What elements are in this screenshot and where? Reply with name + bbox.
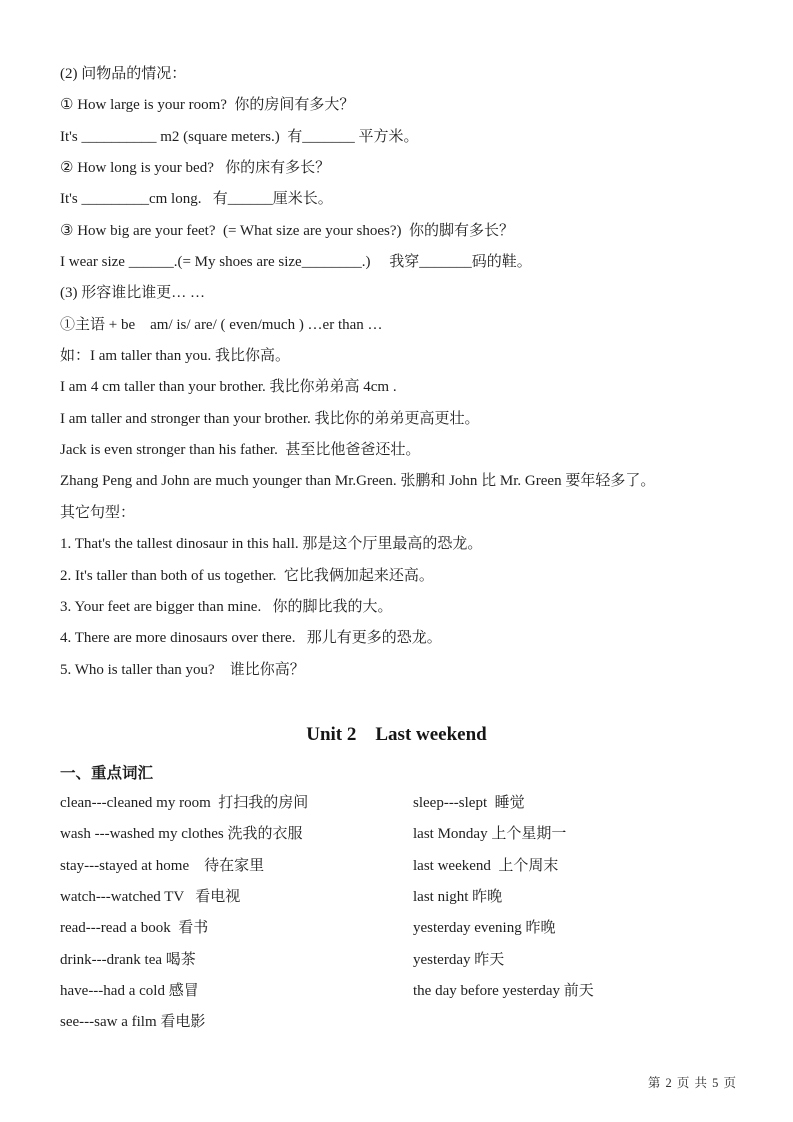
grammar-line: ② How long is your bed? 你的床有多长？	[60, 160, 331, 177]
vocab-section-heading: 一、重点词汇	[60, 765, 154, 782]
vocab-item: last Monday 上个星期一	[413, 826, 567, 843]
grammar-line: It's __________ m2 (square meters.) 有_______ 平方米。	[60, 128, 419, 145]
vocab-item: drink---drank tea 喝茶	[60, 951, 196, 968]
vocab-item: see---saw a film 看电影	[60, 1014, 206, 1031]
grammar-line: Jack is even stronger than his father. 甚至比他爸爸还壮。	[60, 442, 421, 459]
grammar-line: 5. Who is taller than you? 谁比你高？	[60, 661, 305, 678]
vocab-item: yesterday 昨天	[413, 951, 505, 968]
grammar-line: 如：I am taller than you. 我比你高。	[60, 348, 290, 365]
vocab-item: have---had a cold 感冒	[60, 983, 199, 1000]
grammar-line: 4. There are more dinosaurs over there. 那儿有更多的恐龙。	[60, 630, 442, 647]
vocab-item: watch---watched TV 看电视	[60, 889, 241, 906]
grammar-line: I wear size ______.(= My shoes are size________.) 我穿_______码的鞋。	[60, 254, 532, 271]
grammar-line: ③ How big are your feet? (= What size are your shoes?) 你的脚有多长？	[60, 222, 514, 239]
grammar-line: 2. It's taller than both of us together. 它比我俩加起来还高。	[60, 567, 434, 584]
vocab-item: wash ---washed my clothes 洗我的衣服	[60, 826, 303, 843]
vocab-item: stay---stayed at home 待在家里	[60, 857, 265, 874]
grammar-section	[60, 64, 750, 691]
vocab-item: clean---cleaned my room 打扫我的房间	[60, 795, 309, 811]
grammar-line: Zhang Peng and John are much younger than Mr.Green. 张鹏和 John 比 Mr. Green 要年轻多了。	[60, 473, 656, 490]
vocab-item: sleep---slept 睡觉	[413, 795, 525, 811]
grammar-line: (3) 形容谁比谁更… …	[60, 285, 205, 302]
vocab-item: read---read a book 看书	[60, 920, 209, 937]
grammar-line: 1. That's the tallest dinosaur in this hall. 那是这个厅里最高的恐龙。	[60, 536, 483, 553]
vocab-item: last weekend 上个周末	[413, 857, 559, 874]
grammar-line: I am 4 cm taller than your brother. 我比你弟弟高 4cm .	[60, 379, 397, 396]
grammar-line: ①主语 + be am/ is/ are/ ( even/much ) …er than …	[60, 316, 383, 333]
vocab-item: last night 昨晚	[413, 889, 503, 906]
vocab-list	[60, 793, 743, 1044]
vocab-column-right	[413, 793, 743, 1044]
grammar-line: (2) 问物品的情况：	[60, 66, 187, 82]
page-number: 第 2 页 共 5 页	[647, 1076, 737, 1090]
unit-title: Unit 2 Last weekend	[306, 724, 487, 745]
vocab-item: yesterday evening 昨晚	[413, 920, 556, 937]
grammar-line: ① How large is your room? 你的房间有多大？	[60, 97, 355, 114]
vocab-item: the day before yesterday 前天	[413, 983, 594, 1000]
grammar-line: I am taller and stronger than your brother. 我比你的弟弟更高更壮。	[60, 410, 480, 427]
grammar-line: 3. Your feet are bigger than mine. 你的脚比我的大。	[60, 598, 393, 615]
grammar-line: 其它句型：	[60, 504, 136, 521]
vocab-column-left	[60, 793, 413, 1044]
grammar-line: It's _________cm long. 有______厘米长。	[60, 191, 333, 208]
